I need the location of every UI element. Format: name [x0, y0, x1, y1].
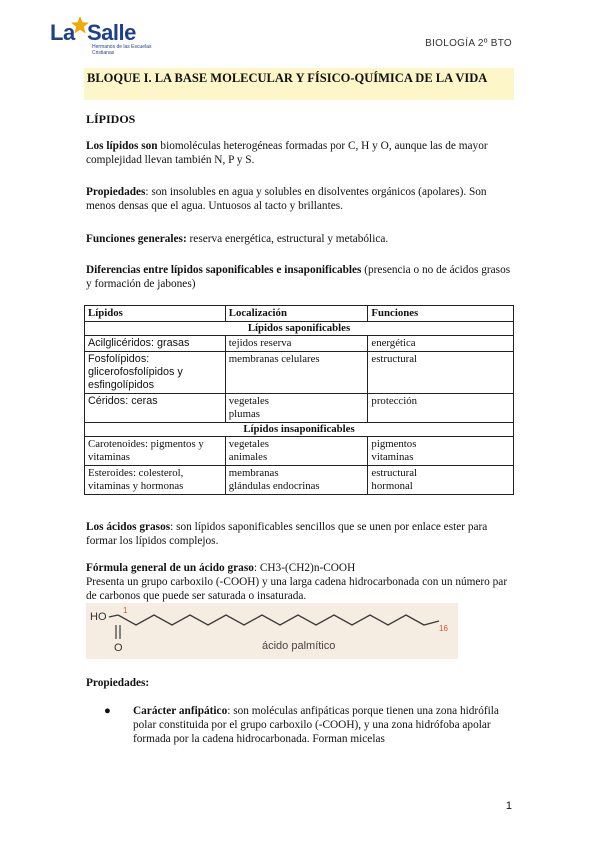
cell-localizacion: membranas celulares: [225, 352, 368, 394]
bullet-text: : son moléculas anfipáticas porque tienen una zona hidrófila polar constituida por el grupo carboxilo (-COOH), y una zona hidrófoba apolar formada por la cadena hidrocarbonada. Forman micelas: [133, 705, 499, 745]
acidos-text: : son lípidos saponificables sencillos que se unen por enlace ester para formar los lípidos complejos.: [86, 521, 488, 547]
header-funciones: Funciones: [368, 306, 514, 322]
label-c1: 1: [123, 606, 128, 615]
cell-funcion: estructural: [368, 352, 514, 394]
formula-description: Presenta un grupo carboxilo (-COOH) y una larga cadena hidrocarbonada con un número par de carbonos que puede ser saturada o insaturada.: [86, 576, 508, 602]
bullet-item: [104, 704, 516, 746]
section-saponificables: Lípidos saponificables: [85, 322, 514, 336]
cell-funcion: energética: [368, 336, 514, 352]
page-number: 1: [505, 800, 512, 812]
cell-lipido: Carotenoides: pigmentos y vitaminas: [85, 437, 226, 466]
acidos-bold: Los ácidos grasos: [86, 521, 171, 533]
table-row: [85, 437, 514, 466]
cell-line: pigmentos: [371, 438, 417, 450]
diferencias-text: (presencia o no de ácidos grasos y formación de jabones): [86, 264, 511, 290]
propiedades-paragraph: [86, 185, 516, 213]
block-title: BLOQUE I. LA BASE MOLECULAR Y FÍSICO-QUÍMICA DE LA VIDA: [87, 71, 488, 85]
table-row: [85, 352, 514, 394]
bullet-content: [133, 704, 516, 746]
logo-salle-text: Salle: [87, 20, 136, 45]
lipids-table: [84, 305, 514, 495]
table-header-row: [85, 306, 514, 322]
cell-line: glándulas endocrinas: [228, 480, 320, 492]
logo-subtitle: Hermanos de las Escuelas Cristianas: [92, 44, 152, 56]
bullet-dot: ●: [104, 705, 111, 717]
table-row: [85, 336, 514, 352]
cell-line: vegetales: [228, 395, 269, 407]
funciones-paragraph: [86, 232, 516, 246]
cell-lipido: Céridos: ceras: [85, 394, 226, 423]
propiedades-bold: Propiedades: [86, 186, 146, 198]
label-c16: 16: [439, 624, 448, 633]
section-row-saponificables: [85, 322, 514, 336]
cell-line: vegetales: [228, 438, 269, 450]
formula-paragraph: [86, 561, 516, 603]
table-row: [85, 394, 514, 423]
section-title: LÍPIDOS: [86, 112, 136, 126]
table-row: [85, 466, 514, 495]
intro-bold: Los lípidos son: [86, 140, 158, 152]
oh-bond: [109, 615, 118, 617]
logo-la-text: La: [50, 20, 75, 45]
cell-lipido: Esteroides: colesterol, vitaminas y hormonas: [85, 466, 226, 495]
header-lipidos: Lípidos: [85, 306, 226, 322]
propiedades-heading: Propiedades:: [86, 677, 150, 689]
section-insaponificables: Lípidos insaponificables: [85, 423, 514, 437]
cell-lipido: Fosfolípidos: glicerofosfolípidos y esfingolípidos: [85, 352, 226, 394]
cell-line: animales: [228, 451, 268, 463]
cell-funcion: [368, 437, 514, 466]
bullet-bold: Carácter anfipático: [133, 705, 228, 717]
cell-funcion: [368, 466, 514, 495]
cell-localizacion: [225, 466, 368, 495]
acidos-paragraph: [86, 520, 516, 548]
section-row-insaponificables: [85, 423, 514, 437]
palmitic-acid-structure: [86, 603, 458, 659]
figure-caption: ácido palmítico: [262, 640, 336, 652]
propiedades-text: : son insolubles en agua y solubles en disolventes orgánicos (apolares). Son menos densas que el agua. Untuosos al tacto y brillantes.: [86, 186, 487, 212]
label-o: O: [114, 642, 123, 654]
funciones-bold: Funciones generales:: [86, 233, 187, 245]
cell-line: vitaminas: [371, 451, 414, 463]
diferencias-bold: Diferencias entre lípidos saponificables e insaponificables: [86, 264, 362, 276]
formula-bold: Fórmula general de un ácido graso: [86, 562, 254, 574]
cell-line: membranas: [228, 467, 279, 479]
cell-line: plumas: [228, 408, 260, 420]
cell-line: hormonal: [371, 480, 413, 492]
cell-lipido: Acilglicéridos: grasas: [85, 336, 226, 352]
cell-localizacion: tejidos reserva: [225, 336, 368, 352]
cell-localizacion: [225, 394, 368, 423]
cell-localizacion: [225, 437, 368, 466]
carbon-chain: [118, 615, 439, 625]
cell-line: estructural: [371, 467, 417, 479]
intro-paragraph: [86, 139, 516, 167]
header-localizacion: Localización: [225, 306, 368, 322]
cell-funcion: protección: [368, 394, 514, 423]
label-ho: HO: [90, 611, 107, 623]
lasalle-logo: [50, 20, 170, 60]
funciones-text: reserva energética, estructural y metabólica.: [186, 233, 389, 245]
intro-text: biomoléculas heterogéneas formadas por C, H y O, aunque las de mayor complejidad llevan también N, P y S.: [86, 140, 488, 166]
formula-text: : CH3-(CH2)n-COOH: [253, 562, 356, 574]
course-label: BIOLOGÍA 2º BTO: [425, 38, 512, 49]
block-banner: [84, 68, 514, 100]
diferencias-paragraph: [86, 263, 516, 291]
palmitic-acid-figure: [86, 603, 458, 659]
